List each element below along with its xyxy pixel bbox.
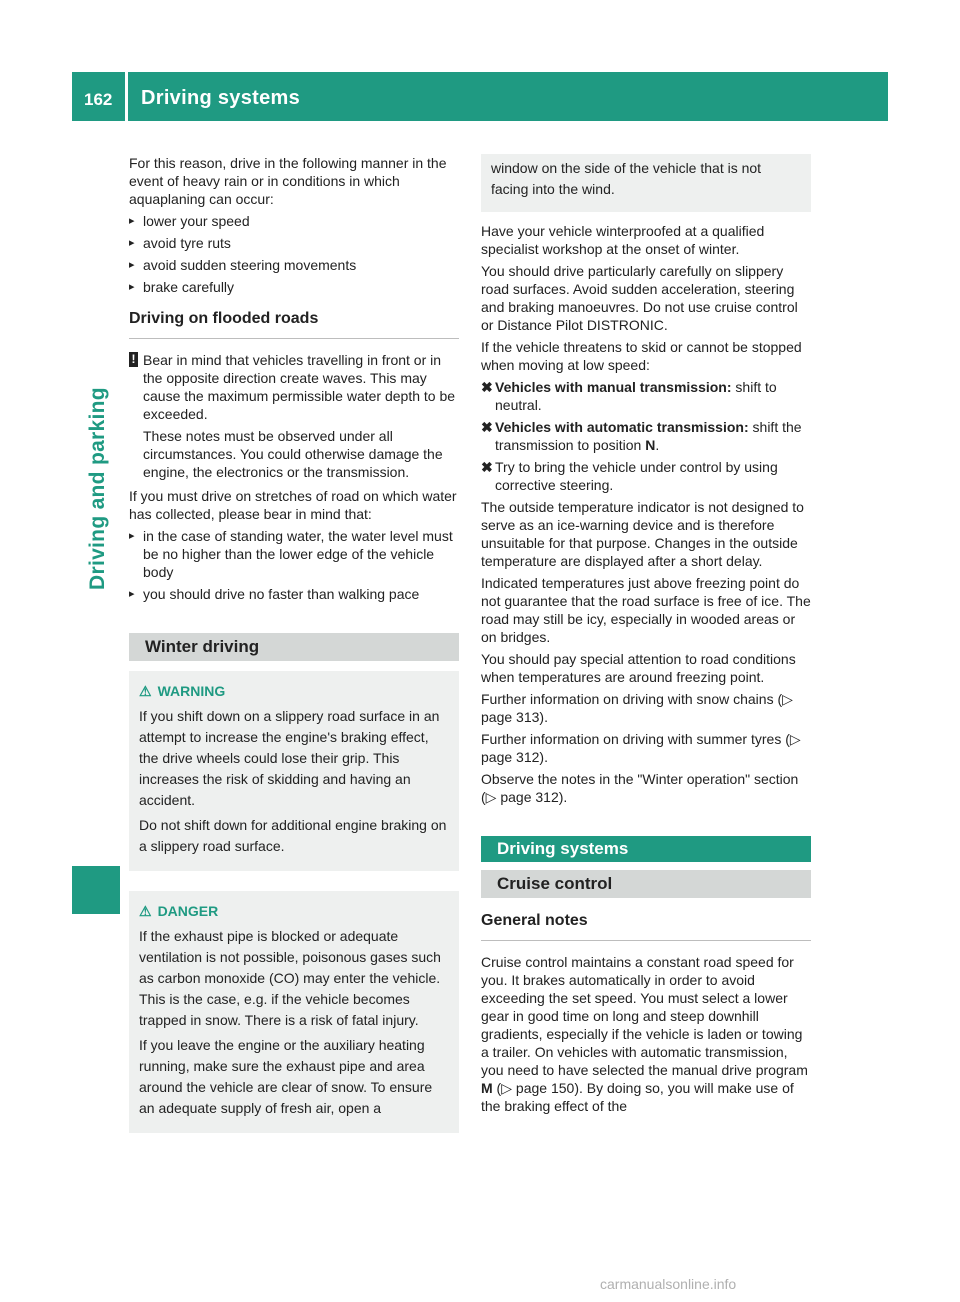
list-item bbox=[481, 378, 811, 414]
step-arrow-icon: ✖ bbox=[481, 459, 493, 475]
step-text: shift the transmission to position bbox=[495, 419, 802, 453]
warning-paragraph: Do not shift down for additional engine braking on a slippery road surface. bbox=[139, 817, 447, 854]
page-number: 162 bbox=[84, 90, 113, 109]
right-column bbox=[481, 154, 811, 1119]
list-item: ✖ Vehicles with automatic transmission: shift the transmission to position N. bbox=[481, 419, 802, 453]
flooded-paragraph: If you must drive on stretches of road on which water has collected, please bear in mind that: bbox=[129, 488, 457, 522]
page-ref-arrow-icon: ▷ bbox=[501, 1080, 513, 1096]
paragraph: You should drive particularly carefully on slippery road surfaces. Avoid sudden acceleration, steering and braking manoeuvres. Do not use cruise control or Distance Pilot DISTRONIC. bbox=[481, 263, 798, 333]
paragraph: Cruise control maintains a constant road speed for you. It brakes automatically in order to avoid exceeding the set speed. You must select a lower gear in good time on long and steep downhill gradients, especially if the vehicle is laden or towing a trailer. On vehicles with automatic transmission, you need to have selected the manual drive program M (▷ page 150). By doing so, you will make use of the braking effect of the bbox=[481, 954, 808, 1114]
danger-paragraph: If you leave the engine or the auxiliary heating running, make sure the exhaust pipe and area around the vehicle are clear of snow. To ensure an adequate supply of fresh air, open a bbox=[139, 1037, 433, 1116]
warning-label: WARNING bbox=[157, 683, 226, 699]
text: Observe the notes in the "Winter operation" section ( bbox=[481, 771, 799, 805]
instruction-list bbox=[481, 378, 811, 494]
step-arrow-icon: ✖ bbox=[481, 419, 493, 435]
danger-box-continued bbox=[481, 154, 811, 212]
text: Further information on driving with snow chains ( bbox=[481, 691, 783, 707]
side-tab-label: Driving and parking bbox=[86, 387, 109, 590]
page-reference-link[interactable]: page 312 bbox=[481, 749, 540, 765]
header-separator bbox=[125, 72, 128, 121]
paragraph: You should pay special attention to road conditions when temperatures are around freezing point. bbox=[481, 651, 796, 685]
list-item: ▸ avoid tyre ruts bbox=[129, 234, 459, 252]
side-tab-marker bbox=[72, 866, 120, 914]
danger-continued-text: window on the side of the vehicle that is not facing into the wind. bbox=[491, 160, 762, 197]
list-item: ▸ brake carefully bbox=[129, 278, 459, 296]
winter-driving-heading: Winter driving bbox=[129, 633, 459, 661]
paragraph: Further information on driving with summer tyres (▷ page 312). bbox=[481, 731, 801, 765]
danger-label: DANGER bbox=[157, 903, 219, 919]
general-notes-heading: General notes bbox=[481, 912, 811, 941]
text: Further information on driving with summer tyres ( bbox=[481, 731, 790, 747]
note-paragraph: These notes must be observed under all circumstances. You could otherwise damage the engine, the electronics or the transmission. bbox=[143, 428, 443, 480]
exclamation-icon: ! bbox=[129, 352, 138, 367]
text: Cruise control maintains a constant road speed for you. It brakes automatically in order to avoid exceeding the set speed. You must select a lower gear in good time on long and steep downhill gradients, especially if the vehicle is laden or towing a trailer. On vehicles with automatic transmission, you need to have selected the manual drive program bbox=[481, 954, 808, 1078]
page-reference-link[interactable]: page 313 bbox=[481, 709, 540, 725]
warning-header bbox=[139, 681, 449, 702]
note-block bbox=[129, 351, 459, 481]
page-ref-arrow-icon: ▷ bbox=[485, 789, 497, 805]
driving-systems-heading: Driving systems bbox=[481, 836, 811, 862]
step-bold: Vehicles with manual transmission: bbox=[495, 379, 732, 395]
paragraph: Further information on driving with snow chains (▷ page 313). bbox=[481, 691, 793, 725]
step-bold: Vehicles with automatic transmission: bbox=[495, 419, 749, 435]
note-paragraph: Bear in mind that vehicles travelling in front or in the opposite direction create waves. This may cause the maximum permissible water depth to be exceeded. bbox=[143, 352, 456, 422]
gear-position: N bbox=[645, 437, 656, 453]
flooded-bullet-list bbox=[129, 527, 459, 603]
page-reference-link[interactable]: page 312 bbox=[500, 789, 559, 805]
warning-triangle-icon: ⚠ bbox=[139, 683, 152, 699]
step-text: Try to bring the vehicle under control by using corrective steering. bbox=[495, 459, 778, 493]
paragraph: Observe the notes in the "Winter operation" section (▷ page 312). bbox=[481, 771, 799, 805]
footer-watermark: carmanualsonline.info bbox=[600, 1276, 737, 1292]
text: . By doing so, you will make use of the braking effect of the bbox=[481, 1080, 794, 1114]
paragraph: Have your vehicle winterproofed at a qualified specialist workshop at the onset of winter. bbox=[481, 223, 765, 257]
left-column bbox=[129, 154, 459, 1153]
intro-bullet-list bbox=[129, 212, 459, 296]
warning-paragraph: If you shift down on a slippery road surface in an attempt to increase the engine's braking effect, the drive wheels could lose their grip. This increases the risk of skidding and having an accident. bbox=[139, 708, 440, 808]
list-item: ▸ in the case of standing water, the water level must be no higher than the lower edge of the vehicle body bbox=[129, 527, 459, 581]
page-reference-link[interactable]: page 150 bbox=[515, 1080, 575, 1096]
warning-box bbox=[129, 671, 459, 871]
drive-program: M bbox=[481, 1080, 493, 1096]
step-text: shift to neutral. bbox=[495, 379, 777, 413]
intro-paragraph: For this reason, drive in the following manner in the event of heavy rain or in conditions in which aquaplaning can occur: bbox=[129, 155, 447, 207]
warning-triangle-icon: ⚠ bbox=[139, 903, 152, 919]
danger-paragraph: If the exhaust pipe is blocked or adequate ventilation is not possible, poisonous gases such as carbon monoxide (CO) may enter the vehicle. This is the case, e.g. if the vehicle becomes trapped in snow. There is a risk of fatal injury. bbox=[139, 928, 441, 1028]
danger-header bbox=[139, 901, 449, 922]
list-item bbox=[481, 458, 811, 494]
paragraph: The outside temperature indicator is not designed to serve as an ice-warning device and is therefore unsuitable for that purpose. Changes in the outside temperature are displayed after a short delay. bbox=[481, 499, 804, 569]
list-item: ▸ avoid sudden steering movements bbox=[129, 256, 459, 274]
paragraph: If the vehicle threatens to skid or cannot be stopped when moving at low speed: bbox=[481, 339, 802, 373]
list-item: ▸ lower your speed bbox=[129, 212, 459, 230]
page-ref-arrow-icon: ▷ bbox=[782, 691, 793, 707]
step-arrow-icon: ✖ bbox=[481, 379, 493, 395]
flooded-roads-heading: Driving on flooded roads bbox=[129, 310, 459, 339]
page-ref-arrow-icon: ▷ bbox=[789, 731, 801, 747]
cruise-control-heading: Cruise control bbox=[481, 870, 811, 898]
list-item: ▸ you should drive no faster than walking pace bbox=[129, 585, 459, 603]
section-title: Driving systems bbox=[141, 87, 301, 109]
danger-box bbox=[129, 891, 459, 1133]
paragraph: Indicated temperatures just above freezing point do not guarantee that the road surface is free of ice. The road may still be icy, especially in wooded areas or on bridges. bbox=[481, 575, 811, 645]
